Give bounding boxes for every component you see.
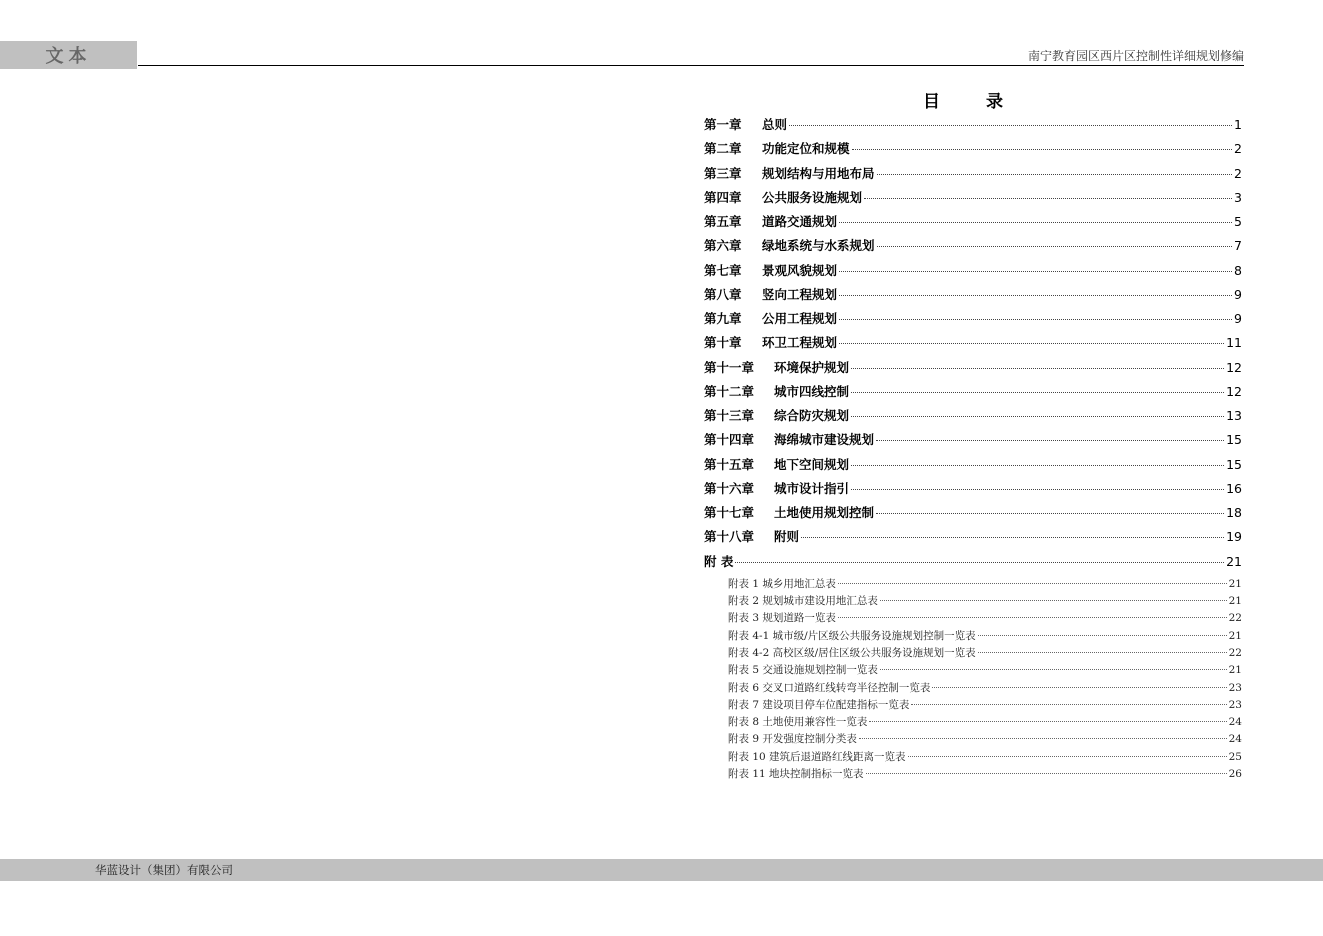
chapter-number: 第四章 bbox=[704, 189, 742, 205]
toc-entry[interactable] bbox=[704, 503, 1242, 527]
leader-dots bbox=[866, 773, 1227, 774]
leader-dots bbox=[908, 756, 1227, 757]
toc-subentry[interactable] bbox=[704, 749, 1242, 766]
toc-subentry[interactable] bbox=[704, 645, 1242, 662]
chapter-title: 公用工程规划 bbox=[762, 311, 838, 326]
page-number: 3 bbox=[1234, 189, 1242, 205]
page-number: 25 bbox=[1228, 750, 1242, 763]
page-number: 22 bbox=[1228, 612, 1242, 625]
leader-dots bbox=[839, 319, 1232, 320]
leader-dots bbox=[978, 635, 1227, 636]
chapter-title: 城市四线控制 bbox=[774, 383, 850, 399]
leader-dots bbox=[839, 295, 1232, 296]
leader-dots bbox=[880, 669, 1227, 670]
toc-subentry[interactable] bbox=[704, 680, 1242, 697]
header-rule bbox=[138, 65, 1244, 66]
toc-entry[interactable] bbox=[704, 430, 1242, 454]
appendix-title: 附表 4-2 高校区级/居住区级公共服务设施规划一览表 bbox=[728, 646, 976, 659]
chapter-number: 第十三章 bbox=[704, 408, 755, 423]
chapter-number: 第一章 bbox=[704, 117, 742, 132]
chapter-number: 第五章 bbox=[704, 214, 742, 229]
page-number: 21 bbox=[1228, 595, 1242, 608]
page-number: 23 bbox=[1228, 698, 1242, 711]
toc-subentry[interactable] bbox=[704, 697, 1242, 714]
table-of-contents bbox=[704, 115, 1242, 783]
leader-dots bbox=[932, 687, 1226, 688]
toc-entry[interactable] bbox=[704, 188, 1242, 212]
leader-dots bbox=[851, 465, 1224, 466]
page-number: 16 bbox=[1226, 480, 1242, 496]
appendix-title: 附表 3 规划道路一览表 bbox=[728, 612, 836, 625]
leader-dots bbox=[839, 222, 1232, 223]
page-number: 21 bbox=[1228, 577, 1242, 590]
appendix-list bbox=[704, 576, 1242, 784]
toc-entry[interactable] bbox=[704, 527, 1242, 551]
toc-entry[interactable] bbox=[704, 212, 1242, 236]
section-tag: 文本 bbox=[0, 41, 137, 69]
appendix-title: 附表 7 建设项目停车位配建指标一览表 bbox=[728, 698, 910, 711]
page-number: 18 bbox=[1226, 505, 1242, 520]
appendix-title: 附表 8 土地使用兼容性一览表 bbox=[728, 716, 868, 729]
footer-company: 华蓝设计（集团）有限公司 bbox=[95, 863, 233, 877]
page-number: 8 bbox=[1234, 262, 1242, 278]
toc-entry[interactable] bbox=[704, 139, 1242, 163]
page-number: 24 bbox=[1228, 733, 1242, 746]
toc-entry[interactable] bbox=[704, 382, 1242, 406]
page-number: 22 bbox=[1228, 646, 1242, 659]
page-number: 7 bbox=[1234, 238, 1242, 254]
chapter-title: 竖向工程规划 bbox=[762, 286, 838, 302]
page-number: 2 bbox=[1234, 165, 1242, 181]
page-number: 24 bbox=[1228, 716, 1242, 729]
chapter-title: 规划结构与用地布局 bbox=[762, 165, 875, 181]
chapter-number: 第十七章 bbox=[704, 505, 755, 520]
chapter-title: 环卫工程规划 bbox=[762, 335, 838, 351]
leader-dots bbox=[838, 583, 1227, 584]
toc-entry[interactable] bbox=[704, 261, 1242, 285]
page-number: 19 bbox=[1226, 529, 1242, 545]
leader-dots bbox=[851, 416, 1224, 417]
toc-subentry[interactable] bbox=[704, 662, 1242, 679]
toc-entry[interactable] bbox=[704, 309, 1242, 333]
page-number: 9 bbox=[1234, 286, 1242, 302]
appendix-title: 附表 9 开发强度控制分类表 bbox=[728, 733, 857, 746]
leader-dots bbox=[864, 198, 1232, 199]
chapter-title: 土地使用规划控制 bbox=[774, 505, 875, 520]
page-number: 21 bbox=[1228, 664, 1242, 677]
toc-subentry[interactable] bbox=[704, 610, 1242, 627]
toc-entry[interactable] bbox=[704, 406, 1242, 430]
chapter-title: 综合防灾规划 bbox=[774, 408, 850, 423]
chapter-title: 环境保护规划 bbox=[774, 359, 850, 375]
chapter-number: 第七章 bbox=[704, 262, 742, 278]
leader-dots bbox=[851, 368, 1224, 369]
page-number: 5 bbox=[1234, 214, 1242, 229]
leader-dots bbox=[789, 125, 1232, 126]
toc-subentry[interactable] bbox=[704, 576, 1242, 593]
leader-dots bbox=[876, 513, 1224, 514]
chapter-number: 第十章 bbox=[704, 335, 742, 351]
toc-entry[interactable] bbox=[704, 164, 1242, 188]
toc-subentry[interactable] bbox=[704, 714, 1242, 731]
chapter-title: 地下空间规划 bbox=[774, 456, 850, 472]
leader-dots bbox=[876, 440, 1224, 441]
chapter-number: 第十四章 bbox=[704, 432, 755, 448]
toc-title: 目 录 bbox=[923, 92, 1023, 112]
leader-dots bbox=[978, 652, 1227, 653]
appendix-label: 附 表 bbox=[704, 553, 734, 569]
leader-dots bbox=[877, 174, 1232, 175]
toc-subentry[interactable] bbox=[704, 593, 1242, 610]
chapter-number: 第九章 bbox=[704, 311, 742, 326]
page-number: 15 bbox=[1226, 432, 1242, 448]
appendix-title: 附表 11 地块控制指标一览表 bbox=[728, 768, 864, 781]
chapter-title: 绿地系统与水系规划 bbox=[762, 238, 875, 254]
page-number: 23 bbox=[1228, 681, 1242, 694]
page-number: 12 bbox=[1226, 383, 1242, 399]
toc-entry[interactable] bbox=[704, 358, 1242, 382]
chapter-title: 海绵城市建设规划 bbox=[774, 432, 875, 448]
toc-entry[interactable] bbox=[704, 236, 1242, 260]
chapter-title: 附则 bbox=[774, 529, 800, 545]
chapter-number: 第十八章 bbox=[704, 529, 755, 545]
leader-dots bbox=[851, 392, 1224, 393]
page-number: 21 bbox=[1228, 629, 1242, 642]
chapter-title: 功能定位和规模 bbox=[762, 141, 850, 157]
leader-dots bbox=[839, 271, 1232, 272]
leader-dots bbox=[838, 617, 1227, 618]
leader-dots bbox=[852, 149, 1232, 150]
chapter-number: 第十一章 bbox=[704, 359, 755, 375]
appendix-title: 附表 10 建筑后退道路红线距离一览表 bbox=[728, 750, 906, 763]
page-number: 21 bbox=[1226, 553, 1242, 569]
page-number: 26 bbox=[1228, 768, 1242, 781]
toc-subentry[interactable] bbox=[704, 628, 1242, 645]
chapter-number: 第八章 bbox=[704, 286, 742, 302]
toc-entry[interactable] bbox=[704, 115, 1242, 139]
document-title: 南宁教育园区西片区控制性详细规划修编 bbox=[1027, 49, 1244, 63]
chapter-title: 公共服务设施规划 bbox=[762, 189, 863, 205]
page-number: 15 bbox=[1226, 456, 1242, 472]
leader-dots bbox=[851, 489, 1224, 490]
toc-entry-appendix[interactable] bbox=[704, 552, 1242, 576]
chapter-number: 第十五章 bbox=[704, 456, 755, 472]
appendix-title: 附表 6 交叉口道路红线转弯半径控制一览表 bbox=[728, 681, 931, 694]
toc-entry[interactable] bbox=[704, 333, 1242, 357]
leader-dots bbox=[859, 738, 1227, 739]
toc-subentry[interactable] bbox=[704, 731, 1242, 748]
toc-entry[interactable] bbox=[704, 285, 1242, 309]
page-number: 1 bbox=[1234, 117, 1242, 132]
chapter-number: 第六章 bbox=[704, 238, 742, 254]
chapter-number: 第二章 bbox=[704, 141, 742, 157]
leader-dots bbox=[869, 721, 1226, 722]
chapter-number: 第十二章 bbox=[704, 383, 755, 399]
toc-subentry[interactable] bbox=[704, 766, 1242, 783]
appendix-title: 附表 5 交通设施规划控制一览表 bbox=[728, 664, 878, 677]
chapter-title: 道路交通规划 bbox=[762, 214, 838, 229]
appendix-title: 附表 1 城乡用地汇总表 bbox=[728, 577, 836, 590]
page-number: 2 bbox=[1234, 141, 1242, 157]
page-number: 11 bbox=[1226, 335, 1242, 351]
leader-dots bbox=[801, 537, 1224, 538]
toc-entry[interactable] bbox=[704, 479, 1242, 503]
leader-dots bbox=[877, 246, 1232, 247]
leader-dots bbox=[880, 600, 1227, 601]
chapter-number: 第十六章 bbox=[704, 480, 755, 496]
leader-dots bbox=[911, 704, 1226, 705]
chapter-title: 景观风貌规划 bbox=[762, 262, 838, 278]
leader-dots bbox=[839, 343, 1224, 344]
chapter-title: 总则 bbox=[762, 117, 788, 132]
leader-dots bbox=[735, 562, 1224, 563]
toc-entry[interactable] bbox=[704, 455, 1242, 479]
appendix-title: 附表 4-1 城市级/片区级公共服务设施规划控制一览表 bbox=[728, 629, 976, 642]
chapter-list bbox=[704, 115, 1242, 552]
chapter-title: 城市设计指引 bbox=[774, 480, 850, 496]
page-number: 12 bbox=[1226, 359, 1242, 375]
page-number: 13 bbox=[1226, 408, 1242, 423]
appendix-title: 附表 2 规划城市建设用地汇总表 bbox=[728, 595, 878, 608]
page-number: 9 bbox=[1234, 311, 1242, 326]
chapter-number: 第三章 bbox=[704, 165, 742, 181]
